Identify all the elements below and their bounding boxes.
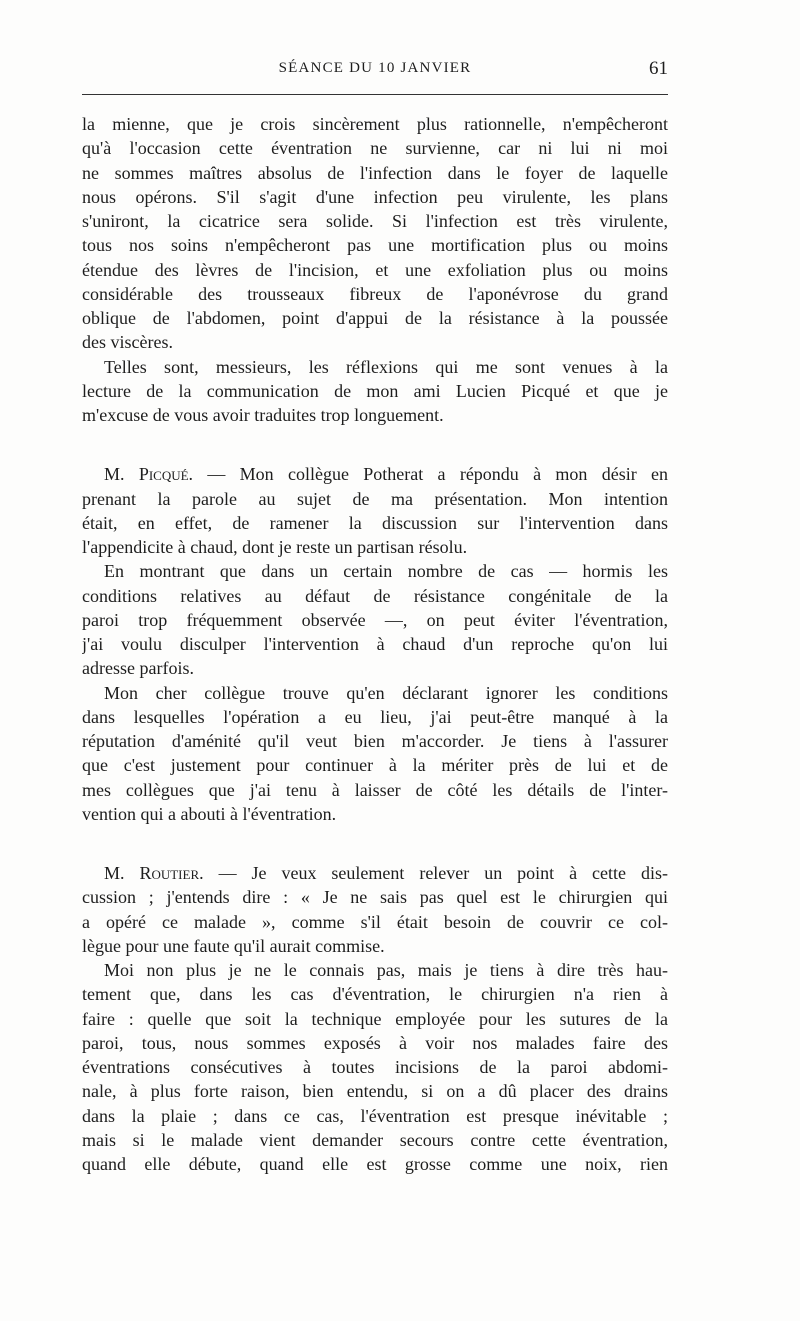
text-line: réputation d'aménité qu'il veut bien m'accorder. Je tiens à l'assurer	[82, 731, 668, 751]
text-line: dans la plaie ; dans ce cas, l'éventration est presque inévitable ;	[82, 1105, 668, 1126]
text-line: m'excuse de vous avoir traduites trop longuement.	[82, 405, 444, 425]
text-line: tement que, dans les cas d'éventration, le chirurgien n'a rien à	[82, 984, 668, 1005]
text-line: nous opérons. S'il s'agit d'une infection peu virulente, les plans	[82, 186, 668, 207]
text-line: quand elle débute, quand elle est grosse comme une noix, rien	[82, 1154, 668, 1174]
text-line: s'uniront, la cicatrice sera solide. Si l'infection est très virulente,	[82, 211, 668, 231]
text-line: considérable des trousseaux fibreux de l'aponévrose du grand	[82, 283, 668, 304]
text-line: mes collègues que j'ai tenu à laisser de côté les détails de l'inter-	[82, 779, 668, 800]
section-gap	[82, 826, 668, 861]
body-text	[82, 112, 668, 1176]
text-line: dans lesquelles l'opération a eu lieu, j'ai peut-être manqué à la	[82, 706, 668, 727]
section-gap	[82, 427, 668, 462]
text-line: nale, à plus forte raison, bien entendu, si on a dû placer des drains	[82, 1081, 668, 1102]
speaker-line	[82, 861, 668, 885]
text-line: la mienne, que je crois sincèrement plus rationnelle, n'empêcheront	[82, 114, 668, 134]
text-line: des viscères.	[82, 332, 173, 353]
text-line: oblique de l'abdomen, point d'appui de la résistance à la poussée	[82, 308, 668, 328]
paragraph-closing-remarks	[82, 355, 668, 428]
paragraph-continuation	[82, 112, 668, 355]
text-line: mais si le malade vient demander secours contre cette éventration,	[82, 1129, 668, 1150]
text-line: En montrant que dans un certain nombre de cas — hormis les	[104, 561, 668, 582]
speaker-line-text: — Je veux seulement relever un point à cette dis-	[203, 863, 668, 883]
text-line: j'ai voulu disculper l'intervention à chaud d'un reproche qu'on lui	[82, 634, 668, 654]
text-line: paroi, tous, nous sommes exposés à voir nos malades faire des	[82, 1032, 668, 1053]
speaker-prefix: M.	[104, 863, 140, 883]
text-line: cussion ; j'entends dire : « Je ne sais pas quel est le chirurgien qui	[82, 887, 668, 908]
text-line: qu'à l'occasion cette éventration ne survienne, car ni lui ni moi	[82, 138, 668, 159]
text-line: a opéré ce malade », comme s'il était besoin de couvrir ce col-	[82, 911, 668, 932]
text-line: vention qui a abouti à l'éventration.	[82, 803, 337, 824]
page-header	[82, 58, 668, 98]
text-line: prenant la parole au sujet de ma présentation. Mon intention	[82, 488, 668, 509]
text-line: étendue des lèvres de l'incision, et une exfoliation plus ou moins	[82, 259, 668, 280]
text-line: l'appendicite à chaud, dont je reste un partisan résolu.	[82, 537, 468, 557]
text-line: lègue pour une faute qu'il aurait commise.	[82, 935, 385, 956]
speaker-name: Picqué.	[138, 464, 194, 485]
text-line: Mon cher collègue trouve qu'en déclarant ignorer les conditions	[104, 682, 668, 703]
speaker-line	[82, 462, 668, 486]
intervention-routier	[82, 861, 668, 1176]
text-line: Telles sont, messieurs, les réflexions qui me sont venues à la	[104, 356, 668, 377]
text-line: tous nos soins n'empêcheront pas une mortification plus ou moins	[82, 235, 668, 256]
text-line: éventrations consécutives à toutes incisions de la paroi abdomi-	[82, 1057, 668, 1077]
speaker-line-text: — Mon collègue Potherat a répondu à mon désir en	[193, 464, 668, 485]
header-rule	[82, 94, 668, 95]
text-line: lecture de la communication de mon ami Lucien Picqué et que je	[82, 380, 668, 401]
text-line: adresse parfois.	[82, 658, 194, 679]
speaker-prefix: M.	[104, 464, 139, 485]
text-line: paroi trop fréquemment observée —, on peut éviter l'éventration,	[82, 609, 668, 630]
text-line: conditions relatives au défaut de résistance congénitale de la	[82, 585, 668, 606]
speaker-name: Routier.	[139, 863, 204, 883]
text-line: que c'est justement pour continuer à la mériter près de lui et de	[82, 755, 668, 776]
text-line: faire : quelle que soit la technique employée pour les sutures de la	[82, 1008, 668, 1029]
intervention-picque	[82, 462, 668, 826]
text-line: était, en effet, de ramener la discussion sur l'intervention dans	[82, 512, 668, 533]
text-line: ne sommes maîtres absolus de l'infection dans le foyer de laquelle	[82, 162, 668, 183]
page-number: 61	[649, 58, 668, 79]
text-line: Moi non plus je ne le connais pas, mais je tiens à dire très hau-	[104, 960, 668, 980]
running-head: SÉANCE DU 10 JANVIER	[278, 60, 472, 76]
